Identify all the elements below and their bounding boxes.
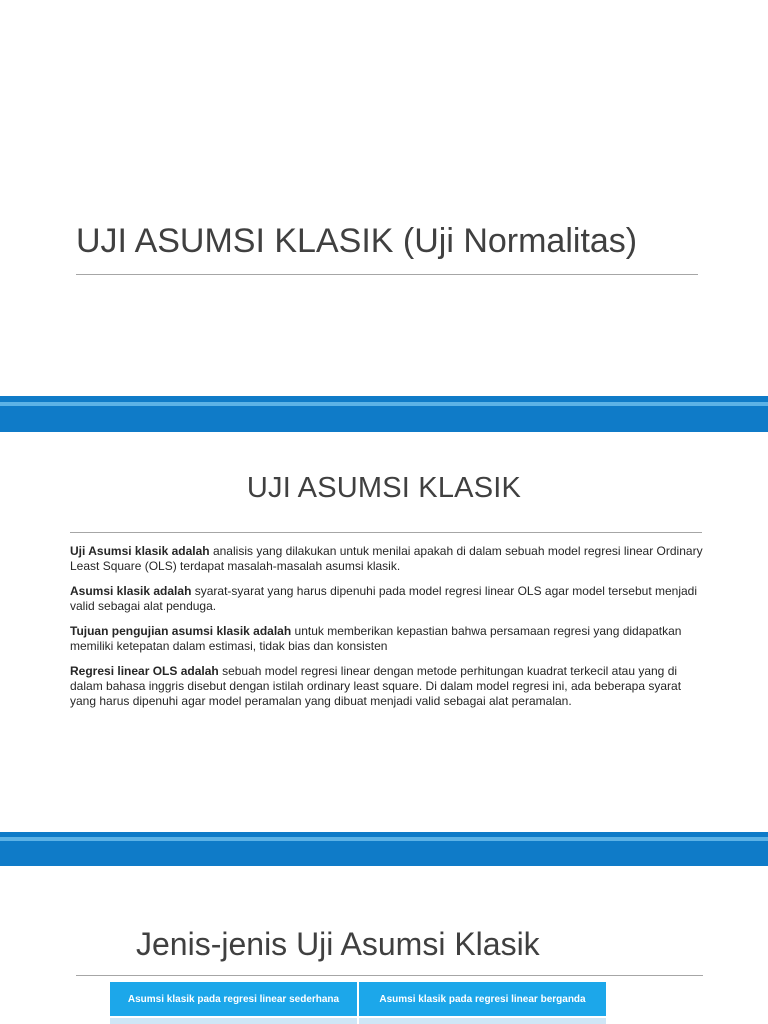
paragraph-lead: Asumsi klasik adalah xyxy=(70,584,192,598)
paragraph-text: sebuah model regresi linear dengan metode perhitungan kuadrat terkecil atau yang di dalam bahasa inggris disebut dengan istilah ordinary least square. Di dalam model regresi ini, ada beberapa syarat yang harus dipenuhi agar model peramalan yang dibuat menjadi valid sebagai alat peramalan. xyxy=(70,664,682,708)
slide-title xyxy=(0,0,768,396)
paragraph-uji-asumsi xyxy=(70,544,710,574)
slide-separator-band xyxy=(0,396,768,432)
title-underline xyxy=(76,975,703,976)
slide-1-title: UJI ASUMSI KLASIK (Uji Normalitas) xyxy=(76,222,638,260)
slide-3-title: Jenis-jenis Uji Asumsi Klasik xyxy=(136,926,540,962)
slide-jenis-uji xyxy=(0,866,768,1024)
paragraph-regresi-ols xyxy=(70,664,710,709)
table-row xyxy=(110,1017,606,1024)
paragraph-text: untuk memberikan kepastian bahwa persamaan regresi yang didapatkan memiliki ketepatan dalam estimasi, tidak bias dan konsisten xyxy=(70,624,682,653)
slide-separator-band xyxy=(0,832,768,866)
title-underline xyxy=(76,274,698,275)
slide-2-body xyxy=(70,544,710,719)
comparison-table xyxy=(110,982,606,1024)
paragraph-tujuan xyxy=(70,624,710,654)
paragraph-lead: Regresi linear OLS adalah xyxy=(70,664,219,678)
slide-definition xyxy=(0,432,768,832)
table-cell xyxy=(110,1017,358,1024)
paragraph-text: analisis yang dilakukan untuk menilai apakah di dalam sebuah model regresi linear Ordinary Least Square (OLS) terdapat masalah-masalah asumsi klasik. xyxy=(70,544,703,573)
table-header-row xyxy=(110,982,606,1017)
paragraph-text: syarat-syarat yang harus dipenuhi pada model regresi linear OLS agar model tersebut menjadi valid sebagai alat penduga. xyxy=(70,584,698,613)
table-header-sederhana: Asumsi klasik pada regresi linear sederhana xyxy=(110,982,358,1017)
paragraph-lead: Uji Asumsi klasik adalah xyxy=(70,544,210,558)
separator-stripe xyxy=(0,837,768,841)
paragraph-asumsi-klasik xyxy=(70,584,710,614)
table-cell xyxy=(358,1017,606,1024)
separator-stripe xyxy=(0,402,768,406)
paragraph-lead: Tujuan pengujian asumsi klasik adalah xyxy=(70,624,292,638)
slide-2-title: UJI ASUMSI KLASIK xyxy=(246,472,522,504)
title-underline xyxy=(70,532,702,533)
table-header-berganda: Asumsi klasik pada regresi linear berganda xyxy=(358,982,606,1017)
